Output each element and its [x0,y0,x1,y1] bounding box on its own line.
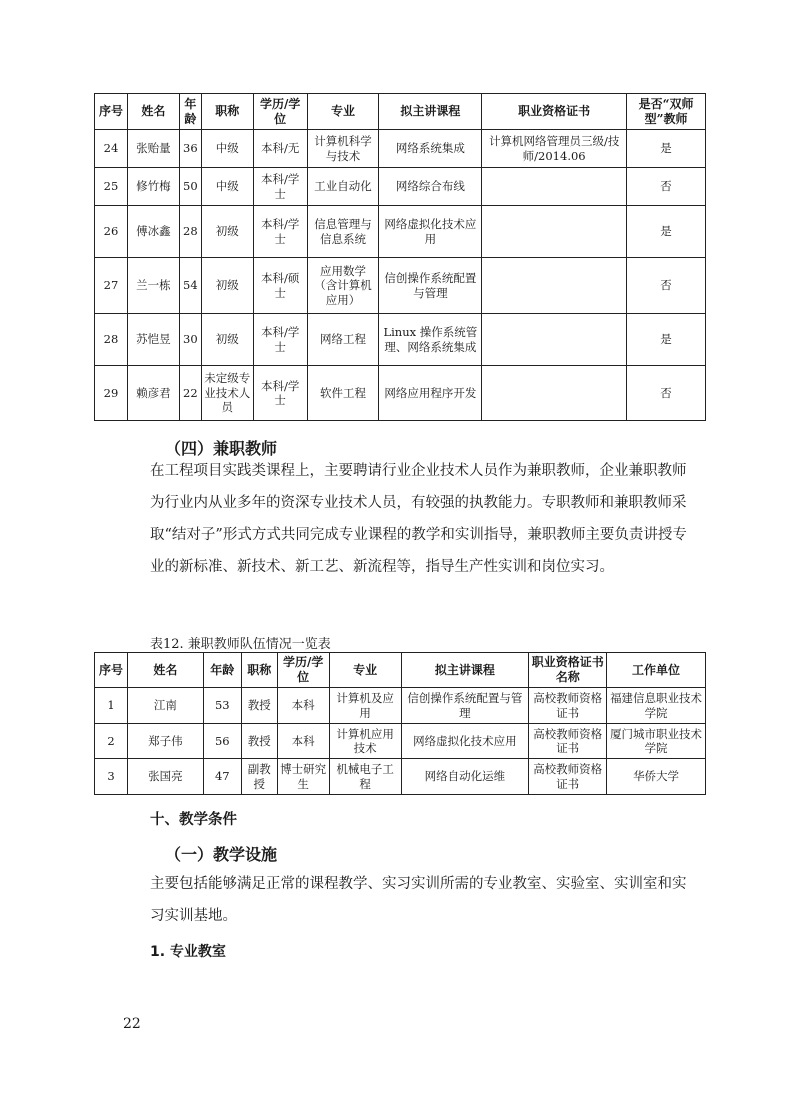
paragraph-text: 在工程项目实践类课程上，主要聘请行业企业技术人员作为兼职教师，企业兼职教师为行业内从业多年的资深专业技术人员，有较强的执教能力。专职教师和兼职教师采取“结对子”形式方式共同完成专业课程的教学和实训指导，兼职教师主要负责讲授专业的新标准、新技术、新工艺、新流程等，指导生产性实训和岗位实习。 [150,463,687,575]
table-cell: 网络系统集成 [379,130,482,168]
table-cell: 计算机网络管理员三级/技师/2014.06 [482,130,627,168]
table-cell [482,206,627,258]
table-cell: 网络虚拟化技术应用 [379,206,482,258]
table-cell: 本科 [277,724,329,759]
table-cell: 工业自动化 [307,168,379,206]
table-cell: 26 [95,206,128,258]
column-header: 职称 [241,653,277,688]
column-header: 年龄 [203,653,241,688]
table-cell: 中级 [201,130,253,168]
table-cell: 本科/学士 [253,366,307,421]
table-cell: 1 [95,688,128,724]
table-row [95,724,706,759]
item-title-classroom: 1. 专业教室 [150,944,226,960]
table-cell: 网络自动化运维 [401,759,529,795]
table-cell: 2 [95,724,128,759]
table-cell: 网络应用程序开发 [379,366,482,421]
paragraph-text: 主要包括能够满足正常的课程教学、实习实训所需的专业教室、实验室、实训室和实习实训基地。 [150,876,687,924]
table-cell: 厦门城市职业技术学院 [607,724,706,759]
column-header: 学历/学位 [277,653,329,688]
table-cell: 否 [627,168,706,206]
table-cell: 56 [203,724,241,759]
column-header: 职业资格证书 [482,94,627,130]
column-header: 姓名 [127,653,203,688]
table-cell: 教授 [241,688,277,724]
section-title-parttime: （四）兼职教师 [165,439,278,458]
column-header: 姓名 [127,94,179,130]
table-cell: 本科/硕士 [253,258,307,314]
table-cell: 28 [179,206,201,258]
table-cell: 应用数学（含计算机应用） [307,258,379,314]
table-cell: 苏恺昱 [127,314,179,366]
table-cell: 郑子伟 [127,724,203,759]
table-row [95,168,706,206]
table-cell: 赖彦君 [127,366,179,421]
table-cell: 36 [179,130,201,168]
table-cell: 信息管理与信息系统 [307,206,379,258]
fulltime-teacher-table [94,93,706,421]
table-cell: 28 [95,314,128,366]
column-header: 拟主讲课程 [379,94,482,130]
page-number: 22 [123,1016,141,1032]
table-cell: 54 [179,258,201,314]
table-cell: 本科/学士 [253,168,307,206]
table-cell: 机械电子工程 [329,759,401,795]
table-cell: 江南 [127,688,203,724]
table-cell: 24 [95,130,128,168]
table-row [95,314,706,366]
facilities-paragraph [150,868,695,932]
parttime-teacher-table [94,652,706,795]
table-row [95,759,706,795]
table-cell: 否 [627,366,706,421]
table-cell: 信创操作系统配置与管理 [379,258,482,314]
column-header: 序号 [95,653,128,688]
column-header: 工作单位 [607,653,706,688]
table-cell: 22 [179,366,201,421]
column-header: 专业 [329,653,401,688]
table-cell: 中级 [201,168,253,206]
table-cell: 3 [95,759,128,795]
table-cell: 初级 [201,206,253,258]
table-cell: 高校教师资格证书 [529,688,607,724]
table-cell: 计算机应用技术 [329,724,401,759]
column-header: 学历/学位 [253,94,307,130]
table-cell: 傅冰鑫 [127,206,179,258]
column-header: 序号 [95,94,128,130]
table-cell [482,314,627,366]
column-header: 是否“双师型”教师 [627,94,706,130]
table-cell: 信创操作系统配置与管理 [401,688,529,724]
table-cell: 是 [627,314,706,366]
table-cell: 网络综合布线 [379,168,482,206]
table-cell: 29 [95,366,128,421]
table-cell: 副教授 [241,759,277,795]
table-cell: 高校教师资格证书 [529,724,607,759]
table-cell: 初级 [201,258,253,314]
table-cell: Linux 操作系统管理、网络系统集成 [379,314,482,366]
table-cell: 修竹梅 [127,168,179,206]
table-row [95,366,706,421]
column-header: 年龄 [179,94,201,130]
column-header: 专业 [307,94,379,130]
table-cell: 本科 [277,688,329,724]
table-cell: 华侨大学 [607,759,706,795]
table-cell: 本科/学士 [253,206,307,258]
table-caption: 表12. 兼职教师队伍情况一览表 [150,637,331,652]
table-cell: 初级 [201,314,253,366]
table-header-row [95,653,706,688]
table-cell: 网络虚拟化技术应用 [401,724,529,759]
table-row [95,258,706,314]
column-header: 职称 [201,94,253,130]
table-cell: 张国亮 [127,759,203,795]
table-cell [482,168,627,206]
table-cell: 否 [627,258,706,314]
table-cell: 53 [203,688,241,724]
table-cell: 30 [179,314,201,366]
section-title-teaching-conditions: 十、教学条件 [150,812,237,828]
table-cell: 47 [203,759,241,795]
table-cell: 27 [95,258,128,314]
table-row [95,688,706,724]
parttime-paragraph [150,455,695,583]
table-row [95,130,706,168]
table-cell: 本科/无 [253,130,307,168]
table-cell [482,258,627,314]
table-cell: 是 [627,130,706,168]
table-cell: 计算机及应用 [329,688,401,724]
table-cell: 本科/学士 [253,314,307,366]
table-cell: 25 [95,168,128,206]
column-header: 拟主讲课程 [401,653,529,688]
table-header-row [95,94,706,130]
table-cell: 计算机科学与技术 [307,130,379,168]
table-cell: 50 [179,168,201,206]
table-row [95,206,706,258]
subsection-title-facilities: （一）教学设施 [165,845,278,864]
table-cell: 张贻量 [127,130,179,168]
table-cell: 教授 [241,724,277,759]
table-cell: 福建信息职业技术学院 [607,688,706,724]
column-header: 职业资格证书名称 [529,653,607,688]
table-cell: 博士研究生 [277,759,329,795]
table-cell: 兰一栋 [127,258,179,314]
table-cell: 高校教师资格证书 [529,759,607,795]
table-cell: 网络工程 [307,314,379,366]
table-cell: 未定级专业技术人员 [201,366,253,421]
table-cell: 是 [627,206,706,258]
table-cell: 软件工程 [307,366,379,421]
table-cell [482,366,627,421]
